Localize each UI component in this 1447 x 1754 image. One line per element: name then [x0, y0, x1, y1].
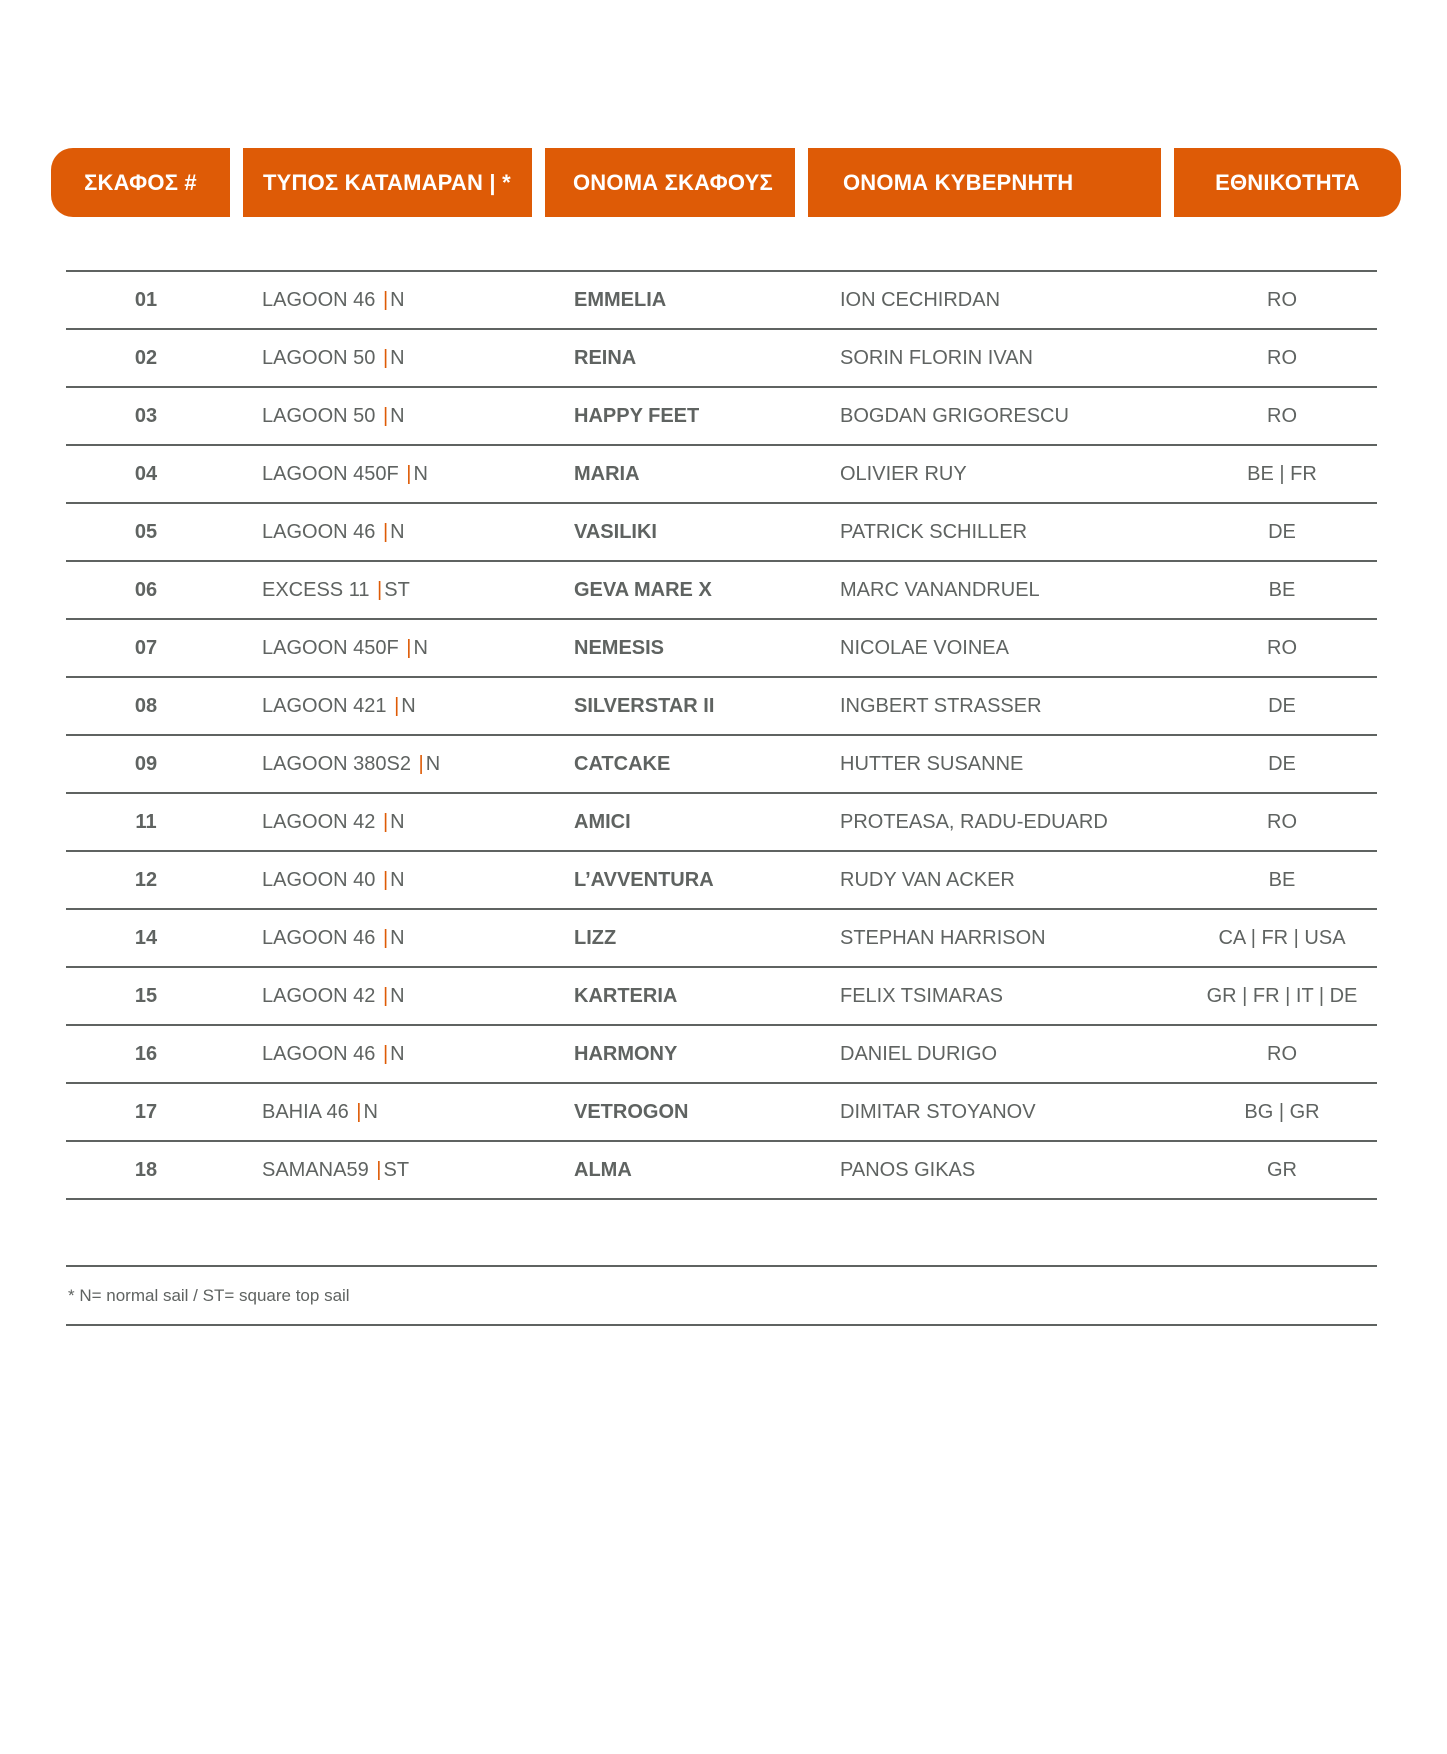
- skipper-name: INGBERT STRASSER: [840, 695, 1042, 717]
- catamaran-type: [262, 1084, 378, 1140]
- boat-name: VASILIKI: [574, 521, 657, 543]
- sail-type: N: [390, 985, 405, 1007]
- boat-number: 18: [134, 1159, 158, 1181]
- type-separator: |: [382, 985, 389, 1007]
- skipper-name: PROTEASA, RADU-EDUARD: [840, 811, 1108, 833]
- table-row: [66, 388, 1377, 446]
- sail-type: N: [390, 521, 405, 543]
- nationality: BE: [1268, 869, 1296, 891]
- catamaran-type: [262, 388, 405, 444]
- boat-name: HAPPY FEET: [574, 405, 700, 427]
- table-row: [66, 1026, 1377, 1084]
- nationality: RO: [1267, 347, 1297, 369]
- boat-name: KARTERIA: [574, 985, 678, 1007]
- nationality: RO: [1267, 405, 1297, 427]
- catamaran-model: LAGOON 50: [262, 405, 376, 427]
- catamaran-model: LAGOON 380S2: [262, 753, 411, 775]
- nationality: GR | FR | IT | DE: [1206, 985, 1358, 1007]
- boat-number: 05: [134, 521, 158, 543]
- catamaran-type: [262, 968, 405, 1024]
- table-row: [66, 678, 1377, 736]
- type-separator: |: [406, 637, 412, 659]
- boat-number: 07: [134, 637, 158, 659]
- type-separator: |: [418, 753, 424, 775]
- header-nationality: ΕΘΝΙΚΟΤΗΤΑ: [1174, 148, 1401, 217]
- header-catamaran-type: ΤΥΠΟΣ ΚΑΤΑΜΑΡΑΝ | *: [243, 148, 532, 217]
- table-row: [66, 504, 1377, 562]
- footnote: * N= normal sail / ST= square top sail: [68, 1286, 350, 1305]
- type-separator: |: [382, 405, 389, 427]
- nationality: BE | FR: [1247, 463, 1317, 485]
- boat-name: MARIA: [574, 463, 640, 485]
- boat-number: 16: [134, 1043, 158, 1065]
- table-row: [66, 1084, 1377, 1142]
- table-row: [66, 620, 1377, 678]
- type-separator: |: [394, 695, 400, 717]
- boat-number: 08: [134, 695, 158, 717]
- catamaran-type: [262, 910, 405, 966]
- catamaran-type: [262, 678, 416, 734]
- header-boat-name: ΟΝΟΜΑ ΣΚΑΦΟΥΣ: [545, 148, 795, 217]
- boat-number: 04: [134, 463, 158, 485]
- catamaran-type: [262, 562, 410, 618]
- type-separator: |: [382, 927, 389, 949]
- skipper-name: HUTTER SUSANNE: [840, 753, 1024, 775]
- sail-type: N: [401, 695, 416, 717]
- boat-name: NEMESIS: [574, 637, 665, 659]
- catamaran-model: LAGOON 450F: [262, 463, 399, 485]
- sail-type: N: [390, 811, 405, 833]
- catamaran-model: SAMANA59: [262, 1159, 369, 1181]
- sail-type: N: [425, 753, 441, 775]
- skipper-name: PANOS GIKAS: [840, 1159, 976, 1181]
- boat-name: CATCAKE: [574, 753, 671, 775]
- catamaran-type: [262, 620, 428, 676]
- catamaran-type: [262, 504, 405, 560]
- skipper-name: DANIEL DURIGO: [840, 1043, 998, 1065]
- catamaran-type: [262, 446, 428, 502]
- nationality: DE: [1268, 753, 1296, 775]
- boat-name: REINA: [574, 347, 637, 369]
- catamaran-type: [262, 1142, 409, 1198]
- table-row: [66, 446, 1377, 504]
- skipper-name: FELIX TSIMARAS: [840, 985, 1004, 1007]
- catamaran-type: [262, 272, 405, 328]
- table-row: [66, 330, 1377, 388]
- boat-number: 09: [134, 753, 158, 775]
- skipper-name: STEPHAN HARRISON: [840, 927, 1046, 949]
- skipper-name: MARC VANANDRUEL: [840, 579, 1040, 601]
- sail-type: ST: [383, 1159, 410, 1181]
- skipper-name: RUDY VAN ACKER: [840, 869, 1015, 891]
- boat-number: 03: [134, 405, 158, 427]
- boat-number: 15: [134, 985, 158, 1007]
- catamaran-model: LAGOON 46: [262, 927, 376, 949]
- type-separator: |: [382, 347, 389, 369]
- catamaran-model: LAGOON 50: [262, 347, 376, 369]
- boat-number: 11: [135, 811, 157, 833]
- table-row: [66, 910, 1377, 968]
- entries-table: [66, 270, 1377, 1200]
- nationality: CA | FR | USA: [1218, 927, 1346, 949]
- catamaran-type: [262, 736, 440, 792]
- type-separator: |: [377, 579, 383, 601]
- catamaran-model: LAGOON 42: [262, 811, 376, 833]
- catamaran-model: EXCESS 11: [262, 579, 370, 601]
- nationality: RO: [1267, 289, 1297, 311]
- boat-name: ALMA: [574, 1159, 632, 1181]
- sail-type: N: [390, 289, 405, 311]
- catamaran-type: [262, 1026, 405, 1082]
- skipper-name: SORIN FLORIN IVAN: [840, 347, 1033, 369]
- type-separator: |: [356, 1101, 362, 1123]
- catamaran-type: [262, 794, 405, 850]
- catamaran-model: LAGOON 46: [262, 521, 376, 543]
- boat-name: HARMONY: [574, 1043, 678, 1065]
- boat-number: 06: [134, 579, 158, 601]
- nationality: BG | GR: [1244, 1101, 1320, 1123]
- boat-number: 12: [134, 869, 158, 891]
- skipper-name: DIMITAR STOYANOV: [840, 1101, 1036, 1123]
- nationality: GR: [1267, 1159, 1297, 1181]
- table-row: [66, 794, 1377, 852]
- table-header: [51, 148, 1401, 217]
- type-separator: |: [406, 463, 412, 485]
- catamaran-model: LAGOON 46: [262, 1043, 376, 1065]
- sail-type: N: [413, 463, 428, 485]
- skipper-name: OLIVIER RUY: [840, 463, 967, 485]
- catamaran-model: LAGOON 46: [262, 289, 376, 311]
- sail-type: N: [390, 1043, 405, 1065]
- sail-type: N: [390, 927, 405, 949]
- catamaran-type: [262, 330, 405, 386]
- catamaran-model: LAGOON 450F: [262, 637, 399, 659]
- skipper-name: ION CECHIRDAN: [840, 289, 1001, 311]
- type-separator: |: [382, 289, 389, 311]
- skipper-name: BOGDAN GRIGORESCU: [840, 405, 1069, 427]
- nationality: RO: [1267, 1043, 1297, 1065]
- boat-number: 17: [134, 1101, 158, 1123]
- type-separator: |: [382, 811, 389, 833]
- table-row: [66, 272, 1377, 330]
- nationality: RO: [1267, 811, 1297, 833]
- nationality: RO: [1267, 637, 1297, 659]
- sail-type: N: [390, 869, 405, 891]
- sail-type: N: [413, 637, 428, 659]
- type-separator: |: [376, 1159, 382, 1181]
- nationality: DE: [1268, 695, 1296, 717]
- table-row: [66, 1142, 1377, 1200]
- boat-number: 01: [134, 289, 158, 311]
- catamaran-model: BAHIA 46: [262, 1101, 349, 1123]
- sail-type: N: [390, 347, 405, 369]
- boat-name: SILVERSTAR II: [574, 695, 715, 717]
- header-skipper-name: ΟΝΟΜΑ ΚΥΒΕΡΝΗΤΗ: [808, 148, 1161, 217]
- catamaran-model: LAGOON 421: [262, 695, 387, 717]
- skipper-name: PATRICK SCHILLER: [840, 521, 1028, 543]
- sail-type: ST: [384, 579, 410, 601]
- boat-number: 02: [134, 347, 158, 369]
- table-row: [66, 968, 1377, 1026]
- boat-name: EMMELIA: [574, 289, 667, 311]
- table-row: [66, 562, 1377, 620]
- catamaran-model: LAGOON 40: [262, 869, 376, 891]
- table-row: [66, 852, 1377, 910]
- type-separator: |: [382, 1043, 389, 1065]
- type-separator: |: [382, 521, 389, 543]
- sail-type: N: [390, 405, 405, 427]
- boat-name: AMICI: [574, 811, 631, 833]
- nationality: DE: [1268, 521, 1296, 543]
- boat-name: VETROGON: [574, 1101, 689, 1123]
- boat-name: LIZZ: [574, 927, 617, 949]
- type-separator: |: [382, 869, 389, 891]
- skipper-name: NICOLAE VOINEA: [840, 637, 1009, 659]
- boat-name: L’AVVENTURA: [574, 869, 714, 891]
- nationality: BE: [1268, 579, 1296, 601]
- footnote-section: [66, 1265, 1377, 1326]
- boat-name: GEVA MARE X: [574, 579, 712, 601]
- header-boat-number: ΣΚΑΦΟΣ #: [51, 148, 230, 217]
- catamaran-type: [262, 852, 405, 908]
- table-row: [66, 736, 1377, 794]
- boat-number: 14: [134, 927, 158, 949]
- catamaran-model: LAGOON 42: [262, 985, 376, 1007]
- sail-type: N: [363, 1101, 378, 1123]
